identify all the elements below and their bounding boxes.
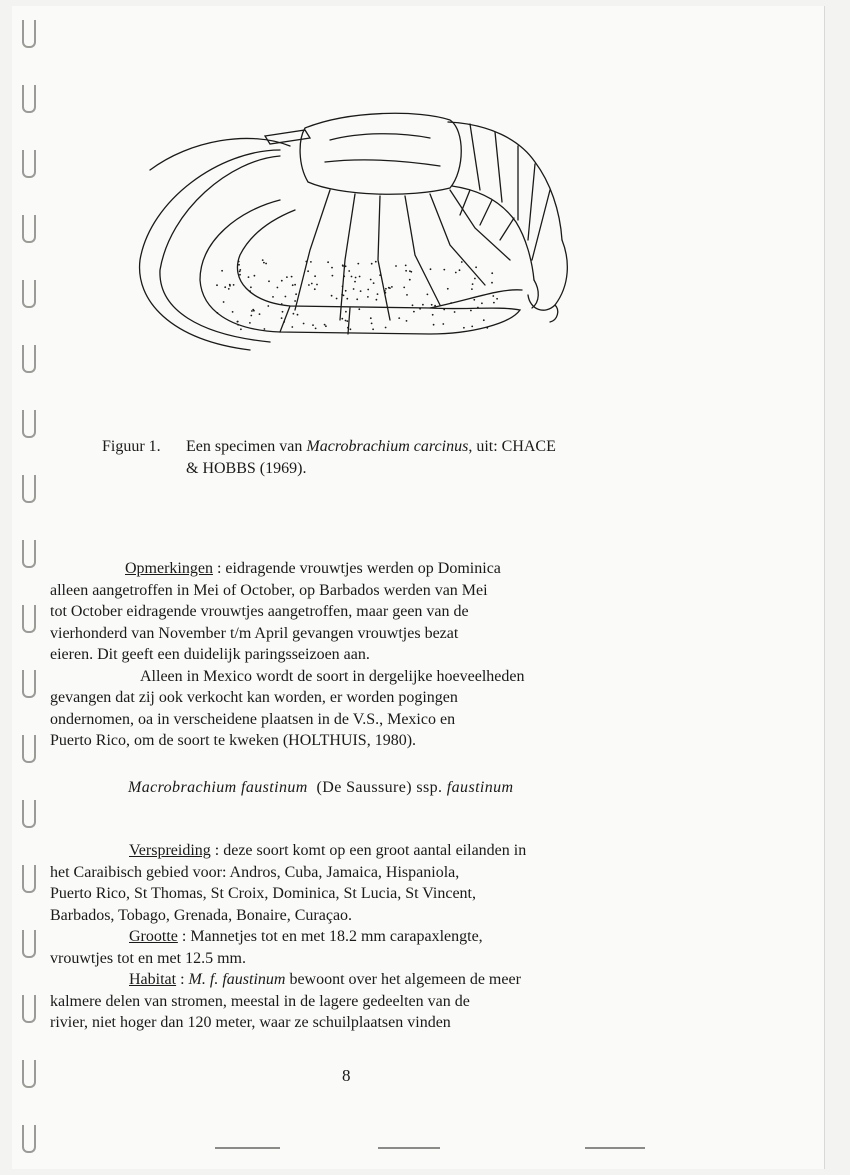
stipple-dot <box>461 261 463 263</box>
stipple-dot <box>403 287 405 289</box>
binding-ring <box>22 1125 36 1153</box>
stipple-dot <box>371 323 373 325</box>
stipple-dot <box>239 269 241 271</box>
stipple-dot <box>385 292 387 294</box>
stipple-dot <box>265 263 267 265</box>
stipple-dot <box>385 288 387 290</box>
stipple-dot <box>240 328 242 330</box>
stipple-dot <box>224 286 226 288</box>
stipple-dot <box>486 327 488 329</box>
stipple-dot <box>347 327 349 329</box>
stipple-dot <box>305 261 307 263</box>
stipple-dot <box>491 272 493 274</box>
stipple-dot <box>360 290 362 292</box>
stipple-dot <box>358 308 360 310</box>
binding-ring <box>22 1060 36 1088</box>
stipple-dot <box>391 286 393 288</box>
stipple-dot <box>412 304 414 306</box>
footer-mark-left <box>215 1147 280 1149</box>
stipple-dot <box>375 261 377 263</box>
footer-mark-right <box>585 1147 645 1149</box>
stipple-dot <box>229 284 231 286</box>
stipple-dot <box>422 304 424 306</box>
stipple-dot <box>341 294 343 296</box>
stipple-dot <box>371 263 373 265</box>
stipple-dot <box>327 261 329 263</box>
stipple-dot <box>353 288 355 290</box>
stipple-dot <box>314 275 316 277</box>
stipple-dot <box>405 270 407 272</box>
stipple-dot <box>384 290 386 292</box>
stipple-dot <box>405 265 407 267</box>
stipple-dot <box>263 262 265 264</box>
stipple-dot <box>463 327 465 329</box>
stipple-dot <box>292 284 294 286</box>
binding-ring <box>22 150 36 178</box>
stipple-dot <box>285 296 287 298</box>
stipple-dot <box>249 322 251 324</box>
stipple-dot <box>252 309 254 311</box>
stipple-dot <box>308 284 310 286</box>
stipple-dot <box>492 295 494 297</box>
stipple-dot <box>223 301 225 303</box>
stipple-dot <box>331 267 333 269</box>
stipple-dot <box>294 300 296 302</box>
stipple-dot <box>370 317 372 319</box>
stipple-dot <box>406 294 408 296</box>
binding-ring <box>22 735 36 763</box>
stipple-dot <box>281 317 283 319</box>
stipple-dot <box>372 328 374 330</box>
stipple-dot <box>312 324 314 326</box>
binding-ring <box>22 540 36 568</box>
habitat-heading: Habitat <box>129 971 177 988</box>
stipple-dot <box>332 275 334 277</box>
binding-ring <box>22 215 36 243</box>
stipple-dot <box>447 288 449 290</box>
binding-ring <box>22 930 36 958</box>
stipple-dot <box>413 311 415 313</box>
stipple-dot <box>291 326 293 328</box>
stipple-dot <box>483 319 485 321</box>
stipple-dot <box>493 302 495 304</box>
stipple-dot <box>346 320 348 322</box>
stipple-dot <box>331 295 333 297</box>
stipple-dot <box>410 271 412 273</box>
stipple-dot <box>217 312 219 314</box>
stipple-dot <box>291 276 293 278</box>
stipple-dot <box>237 321 239 323</box>
stipple-dot <box>293 313 295 315</box>
stipple-dot <box>472 283 474 285</box>
stipple-dot <box>248 276 250 278</box>
stipple-dot <box>341 318 343 320</box>
stipple-dot <box>443 269 445 271</box>
stipple-dot <box>470 310 472 312</box>
stipple-dot <box>434 305 436 307</box>
stipple-dot <box>249 290 251 292</box>
stipple-dot <box>388 287 390 289</box>
stipple-dot <box>325 325 327 327</box>
stipple-dot <box>355 277 357 279</box>
footer-mark-center <box>378 1147 440 1149</box>
stipple-dot <box>474 278 476 280</box>
stipple-dot <box>367 289 369 291</box>
caption-number: Figuur 1. <box>102 438 161 455</box>
stipple-dot <box>251 310 253 312</box>
stipple-dot <box>351 276 353 278</box>
stipple-dot <box>228 288 230 290</box>
stipple-dot <box>379 274 381 276</box>
stipple-dot <box>259 313 261 315</box>
stipple-dot <box>473 299 475 301</box>
stipple-dot <box>376 299 378 301</box>
stipple-dot <box>310 261 312 263</box>
stipple-dot <box>359 276 361 278</box>
stipple-dot <box>232 311 234 313</box>
stipple-dot <box>496 298 498 300</box>
stipple-dot <box>342 265 344 267</box>
figure-caption: Figuur 1. Een specimen van Macrobrachium carcinus, uit: CHACE & HOBBS (1969). <box>102 438 556 477</box>
stipple-dot <box>238 261 240 263</box>
stipple-dot <box>346 298 348 300</box>
stipple-dot <box>281 303 283 305</box>
stipple-dot <box>336 298 338 300</box>
stipple-dot <box>442 323 444 325</box>
stipple-dot <box>431 304 433 306</box>
stipple-dot <box>345 290 347 292</box>
binding-ring <box>22 605 36 633</box>
stipple-dot <box>303 323 305 325</box>
stipple-dot <box>385 327 387 329</box>
stipple-dot <box>350 328 352 330</box>
stipple-dot <box>475 266 477 268</box>
stipple-dot <box>315 328 317 330</box>
stipple-dot <box>419 308 421 310</box>
stipple-dot <box>409 279 411 281</box>
stipple-dot <box>237 324 239 326</box>
stipple-dot <box>324 324 326 326</box>
stipple-dot <box>342 286 344 288</box>
stipple-dot <box>471 288 473 290</box>
stipple-dot <box>272 296 274 298</box>
stipple-dot <box>348 270 350 272</box>
stipple-dot <box>282 311 284 313</box>
stipple-dot <box>471 326 473 328</box>
stipple-dot <box>311 283 313 285</box>
stipple-dot <box>264 328 266 330</box>
binding-ring <box>22 410 36 438</box>
stipple-dot <box>343 275 345 277</box>
stipple-dot <box>307 270 309 272</box>
spiral-binding <box>18 10 46 1160</box>
stipple-dot <box>221 270 223 272</box>
stipple-dot <box>345 265 347 267</box>
stipple-dot <box>277 287 279 289</box>
stipple-dot <box>357 263 359 265</box>
verspreiding-heading: Verspreiding <box>129 842 211 859</box>
stipple-dot <box>254 275 256 277</box>
stipple-dot <box>477 307 479 309</box>
stipple-dot <box>345 320 347 322</box>
binding-ring <box>22 670 36 698</box>
stipple-dot <box>427 294 429 296</box>
stipple-dot <box>239 274 241 276</box>
stipple-dot <box>481 302 483 304</box>
binding-ring <box>22 85 36 113</box>
binding-ring <box>22 280 36 308</box>
stipple-dot <box>233 284 235 286</box>
stipple-dot <box>443 309 445 311</box>
stipple-dot <box>262 259 264 261</box>
stipple-dot <box>491 282 493 284</box>
stipple-dot <box>395 265 397 267</box>
binding-ring <box>22 995 36 1023</box>
stipple-dot <box>267 305 269 307</box>
binding-ring <box>22 865 36 893</box>
stipple-dot <box>250 286 252 288</box>
stipple-dot <box>250 315 252 317</box>
stipple-dot <box>356 298 358 300</box>
stipple-dot <box>406 320 408 322</box>
stipple-dot <box>238 264 240 266</box>
stipple-dot <box>367 296 369 298</box>
stipple-dot <box>455 272 457 274</box>
stipple-dot <box>459 269 461 271</box>
stipple-dot <box>281 280 283 282</box>
stipple-dot <box>398 317 400 319</box>
opmerkingen-heading: Opmerkingen <box>125 560 213 577</box>
stipple-dot <box>297 314 299 316</box>
verspreiding-section: Verspreiding : deze soort komt op een groot aantal eilanden in het Caraibisch gebied voor: Andros, Cuba, Jamaica, Hispaniola, Puerto Rico, St Thomas, St Croix, Dominica, St Lucia, St Vincent, Barbados, Tobago, Grenada, Bonaire, Curaçao. Grootte : Mannetjes tot en met 18.2 mm carapaxlengte, vrouwtjes tot en met 12.5 mm. Habitat : M. f. faustinum bewoont over het algemeen de meer kalmere delen van stromen, meestal in de lagere gedeelten van de rivier, niet hoger dan 120 meter, waar ze schuilplaatsen vinden <box>50 842 527 1031</box>
stipple-dot <box>345 311 347 313</box>
stipple-dot <box>294 284 296 286</box>
stipple-dot <box>316 284 318 286</box>
binding-ring <box>22 475 36 503</box>
stipple-dot <box>370 279 372 281</box>
stipple-dot <box>373 282 375 284</box>
grootte-heading: Grootte <box>129 928 178 945</box>
stipple-dot <box>216 284 218 286</box>
stipple-dot <box>314 288 316 290</box>
stipple-dot <box>286 276 288 278</box>
binding-ring <box>22 345 36 373</box>
stipple-dot <box>430 268 432 270</box>
stipple-dot <box>377 293 379 295</box>
species-heading: Macrobrachium faustinum (De Saussure) ssp. faustinum <box>128 779 514 796</box>
stipple-dot <box>432 314 434 316</box>
stipple-dot <box>354 281 356 283</box>
stipple-dot <box>295 293 297 295</box>
shrimp-illustration <box>130 110 705 380</box>
binding-ring <box>22 20 36 48</box>
stipple-dot <box>268 280 270 282</box>
opmerkingen-section: Opmerkingen : eidragende vrouwtjes werden op Dominica alleen aangetroffen in Mei of October, op Barbados werden van Mei tot October eidragende vrouwtjes aangetroffen, maar geen van de vierhonderd van November t/m April gevangen vrouwtjes bezat eieren. Dit geeft een duidelijk paringsseizoen aan. Alleen in Mexico wordt de soort in dergelijke hoeveelheden gevangen dat zij ook verkocht kan worden, er worden pogingen ondernomen, oa in verscheidene plaatsen in de V.S., Mexico en Puerto Rico, om de soort te kweken (HOLTHUIS, 1980). <box>50 560 525 749</box>
stipple-dot <box>433 324 435 326</box>
stipple-dot <box>283 321 285 323</box>
page-number: 8 <box>342 1066 351 1085</box>
stipple-dot <box>454 311 456 313</box>
stipple-dot <box>450 302 452 304</box>
species-name-italic: Macrobrachium carcinus <box>306 438 469 455</box>
binding-ring <box>22 800 36 828</box>
